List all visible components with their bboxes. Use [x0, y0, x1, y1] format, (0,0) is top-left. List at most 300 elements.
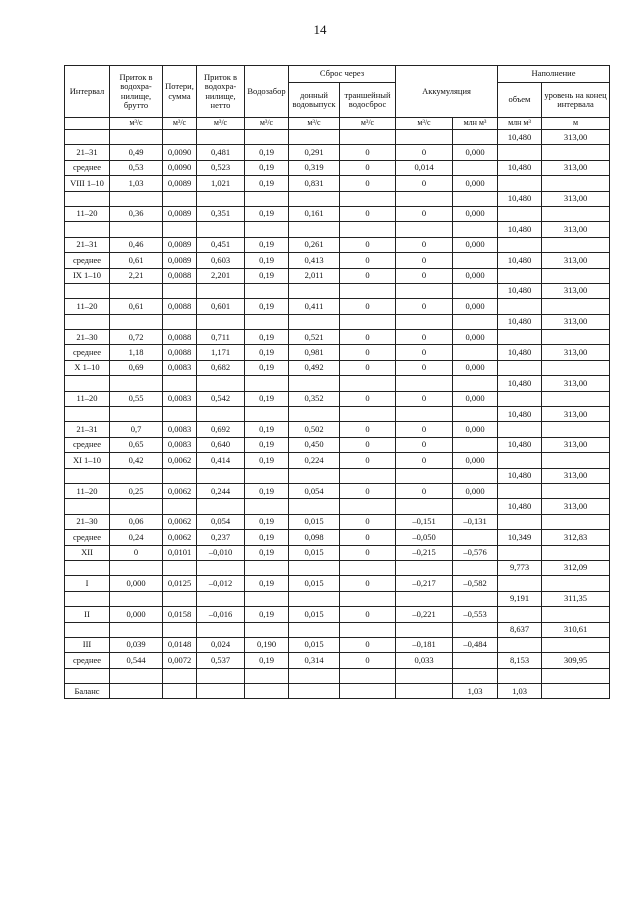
value-cell: 0,000 — [453, 237, 498, 252]
value-cell — [542, 607, 610, 622]
header-inflow-net: Приток в водохра-нилище, нетто — [197, 66, 245, 118]
value-cell — [498, 422, 542, 437]
unit-cell: млн м³ — [453, 118, 498, 130]
value-cell — [340, 591, 396, 606]
interval-cell — [65, 130, 110, 145]
value-cell — [396, 684, 453, 699]
header-losses: Потери, сумма — [163, 66, 197, 118]
table-row — [65, 130, 610, 145]
value-cell — [245, 376, 289, 391]
value-cell: 0,024 — [197, 637, 245, 652]
value-cell: 0,0089 — [163, 253, 197, 268]
value-cell — [453, 345, 498, 360]
value-cell — [453, 376, 498, 391]
value-cell — [542, 299, 610, 314]
value-cell — [110, 622, 163, 637]
value-cell — [289, 407, 340, 422]
value-cell: 311,35 — [542, 591, 610, 606]
value-cell — [163, 222, 197, 237]
value-cell: 0,544 — [110, 653, 163, 668]
value-cell: 0,352 — [289, 391, 340, 406]
value-cell: 1,03 — [110, 176, 163, 191]
value-cell — [453, 560, 498, 575]
value-cell — [542, 576, 610, 591]
interval-cell — [65, 468, 110, 483]
interval-cell: 11–20 — [65, 299, 110, 314]
value-cell — [453, 653, 498, 668]
value-cell: 312,09 — [542, 560, 610, 575]
value-cell: 0,015 — [289, 607, 340, 622]
value-cell — [542, 545, 610, 560]
header-volume: объем — [498, 83, 542, 118]
table-row — [65, 437, 610, 452]
value-cell: 8,153 — [498, 653, 542, 668]
value-cell: 0 — [340, 176, 396, 191]
value-cell — [197, 591, 245, 606]
value-cell — [453, 530, 498, 545]
table-row — [65, 376, 610, 391]
interval-cell: XI 1–10 — [65, 453, 110, 468]
table-row — [65, 530, 610, 545]
table-row — [65, 283, 610, 298]
value-cell: 0,19 — [245, 160, 289, 175]
value-cell — [163, 376, 197, 391]
table-row — [65, 545, 610, 560]
value-cell: 0,19 — [245, 437, 289, 452]
table-row — [65, 514, 610, 529]
value-cell: 0 — [340, 530, 396, 545]
value-cell: 0,523 — [197, 160, 245, 175]
value-cell: 0,19 — [245, 514, 289, 529]
value-cell: 0 — [396, 422, 453, 437]
value-cell: 0,19 — [245, 253, 289, 268]
value-cell: 0,19 — [245, 145, 289, 160]
value-cell: 0,72 — [110, 330, 163, 345]
value-cell: 0,640 — [197, 437, 245, 452]
value-cell: 10,349 — [498, 530, 542, 545]
value-cell: 0 — [396, 391, 453, 406]
interval-cell: 21–30 — [65, 514, 110, 529]
value-cell: 313,00 — [542, 253, 610, 268]
value-cell: 0,261 — [289, 237, 340, 252]
value-cell: 0,000 — [453, 206, 498, 221]
value-cell: 0,237 — [197, 530, 245, 545]
value-cell — [197, 191, 245, 206]
value-cell: 0,000 — [453, 268, 498, 283]
value-cell: 0,0101 — [163, 545, 197, 560]
value-cell: 10,480 — [498, 191, 542, 206]
value-cell: 0 — [340, 483, 396, 498]
value-cell: 0,831 — [289, 176, 340, 191]
value-cell — [110, 499, 163, 514]
value-cell — [245, 468, 289, 483]
interval-cell: I — [65, 576, 110, 591]
table-row — [65, 668, 610, 683]
value-cell: 0,682 — [197, 360, 245, 375]
interval-cell: среднее — [65, 437, 110, 452]
value-cell: 0,19 — [245, 268, 289, 283]
value-cell: 0,19 — [245, 545, 289, 560]
value-cell: 0,161 — [289, 206, 340, 221]
value-cell: 313,00 — [542, 191, 610, 206]
value-cell: 0,000 — [453, 360, 498, 375]
value-cell: 0,414 — [197, 453, 245, 468]
value-cell — [197, 668, 245, 683]
table-row — [65, 314, 610, 329]
value-cell: 10,480 — [498, 499, 542, 514]
value-cell: –0,217 — [396, 576, 453, 591]
interval-cell — [65, 314, 110, 329]
value-cell — [163, 560, 197, 575]
interval-cell: среднее — [65, 253, 110, 268]
value-cell: 313,00 — [542, 130, 610, 145]
value-cell — [289, 283, 340, 298]
value-cell: 0 — [340, 545, 396, 560]
value-cell: 0,7 — [110, 422, 163, 437]
value-cell — [396, 591, 453, 606]
value-cell — [163, 591, 197, 606]
value-cell: 0,015 — [289, 545, 340, 560]
value-cell — [396, 407, 453, 422]
value-cell: 0,19 — [245, 330, 289, 345]
header-bottom-outlet: донный водовыпуск — [289, 83, 340, 118]
value-cell — [289, 468, 340, 483]
value-cell: 0,981 — [289, 345, 340, 360]
value-cell: 2,21 — [110, 268, 163, 283]
value-cell: 0 — [396, 253, 453, 268]
table-row — [65, 560, 610, 575]
unit-cell: млн м³ — [498, 118, 542, 130]
header-discharge-through: Сброс через — [289, 66, 396, 83]
value-cell — [498, 360, 542, 375]
value-cell: 0,000 — [453, 145, 498, 160]
value-cell — [396, 560, 453, 575]
value-cell: 0,19 — [245, 345, 289, 360]
value-cell — [542, 360, 610, 375]
value-cell: 313,00 — [542, 407, 610, 422]
value-cell: –0,576 — [453, 545, 498, 560]
value-cell — [197, 130, 245, 145]
value-cell: 0,19 — [245, 453, 289, 468]
value-cell — [396, 668, 453, 683]
value-cell: 309,95 — [542, 653, 610, 668]
value-cell — [110, 684, 163, 699]
value-cell: 0,054 — [289, 483, 340, 498]
value-cell — [542, 176, 610, 191]
value-cell — [453, 668, 498, 683]
value-cell — [340, 407, 396, 422]
value-cell — [197, 499, 245, 514]
value-cell: 10,480 — [498, 437, 542, 452]
value-cell: 0,692 — [197, 422, 245, 437]
value-cell: 310,61 — [542, 622, 610, 637]
value-cell: 0 — [396, 437, 453, 452]
value-cell: 313,00 — [542, 283, 610, 298]
value-cell — [340, 376, 396, 391]
value-cell: 0,603 — [197, 253, 245, 268]
value-cell — [498, 668, 542, 683]
value-cell: –0,012 — [197, 576, 245, 591]
value-cell: 10,480 — [498, 345, 542, 360]
value-cell — [197, 222, 245, 237]
value-cell: 10,480 — [498, 407, 542, 422]
value-cell: 0 — [396, 268, 453, 283]
value-cell — [498, 545, 542, 560]
value-cell — [453, 468, 498, 483]
value-cell: 0,25 — [110, 483, 163, 498]
value-cell: 0,502 — [289, 422, 340, 437]
table-row — [65, 268, 610, 283]
value-cell: 1,18 — [110, 345, 163, 360]
value-cell: 0,450 — [289, 437, 340, 452]
value-cell: 0 — [396, 206, 453, 221]
water-balance-table-container — [64, 65, 609, 699]
value-cell — [542, 206, 610, 221]
value-cell: 10,480 — [498, 253, 542, 268]
value-cell: 0,314 — [289, 653, 340, 668]
value-cell — [163, 407, 197, 422]
interval-cell: VIII 1–10 — [65, 176, 110, 191]
value-cell — [245, 499, 289, 514]
value-cell — [340, 283, 396, 298]
value-cell: 0,0089 — [163, 237, 197, 252]
value-cell: 0 — [340, 653, 396, 668]
value-cell: 0,319 — [289, 160, 340, 175]
value-cell — [163, 314, 197, 329]
value-cell — [396, 622, 453, 637]
table-row — [65, 607, 610, 622]
value-cell: 0 — [396, 145, 453, 160]
table-row — [65, 145, 610, 160]
value-cell: 0,19 — [245, 299, 289, 314]
value-cell: 0,19 — [245, 176, 289, 191]
value-cell — [542, 330, 610, 345]
value-cell: 0,0125 — [163, 576, 197, 591]
table-row — [65, 591, 610, 606]
value-cell: 2,201 — [197, 268, 245, 283]
value-cell — [289, 222, 340, 237]
value-cell: 0,0062 — [163, 453, 197, 468]
value-cell — [163, 468, 197, 483]
value-cell — [542, 684, 610, 699]
unit-cell: м³/с — [110, 118, 163, 130]
interval-cell: 21–31 — [65, 237, 110, 252]
value-cell: 0,000 — [110, 607, 163, 622]
value-cell — [289, 668, 340, 683]
table-row — [65, 453, 610, 468]
value-cell: 313,00 — [542, 376, 610, 391]
value-cell: 0 — [396, 299, 453, 314]
value-cell: 0 — [396, 330, 453, 345]
unit-cell: м³/с — [396, 118, 453, 130]
value-cell — [453, 253, 498, 268]
interval-cell: 21–31 — [65, 422, 110, 437]
unit-cell: м³/с — [289, 118, 340, 130]
value-cell — [340, 499, 396, 514]
value-cell — [498, 483, 542, 498]
value-cell: 0,000 — [110, 576, 163, 591]
value-cell — [197, 376, 245, 391]
header-accumulation: Аккумуляция — [396, 66, 498, 118]
value-cell: 0 — [396, 360, 453, 375]
value-cell: 0 — [340, 391, 396, 406]
value-cell: 313,00 — [542, 345, 610, 360]
value-cell — [396, 222, 453, 237]
interval-cell: X 1–10 — [65, 360, 110, 375]
value-cell: 0,46 — [110, 237, 163, 252]
interval-cell — [65, 283, 110, 298]
unit-cell: м — [542, 118, 610, 130]
value-cell — [396, 130, 453, 145]
value-cell — [197, 283, 245, 298]
interval-cell — [65, 668, 110, 683]
value-cell: 0,0062 — [163, 530, 197, 545]
value-cell — [245, 560, 289, 575]
table-row — [65, 299, 610, 314]
value-cell: 0 — [340, 576, 396, 591]
value-cell: 0,0072 — [163, 653, 197, 668]
value-cell — [542, 453, 610, 468]
value-cell: 0 — [340, 437, 396, 452]
value-cell: 0,000 — [453, 330, 498, 345]
value-cell — [340, 191, 396, 206]
value-cell: 1,171 — [197, 345, 245, 360]
value-cell: –0,484 — [453, 637, 498, 652]
value-cell — [245, 668, 289, 683]
value-cell — [453, 283, 498, 298]
value-cell — [498, 268, 542, 283]
value-cell: 0,0089 — [163, 176, 197, 191]
value-cell: 313,00 — [542, 314, 610, 329]
value-cell — [110, 591, 163, 606]
value-cell: 0,0062 — [163, 483, 197, 498]
value-cell — [453, 314, 498, 329]
value-cell — [340, 130, 396, 145]
value-cell: 0,0088 — [163, 345, 197, 360]
value-cell — [197, 407, 245, 422]
value-cell: 10,480 — [498, 283, 542, 298]
value-cell: 0,61 — [110, 299, 163, 314]
value-cell: 10,480 — [498, 160, 542, 175]
table-row — [65, 253, 610, 268]
value-cell: 0,0088 — [163, 299, 197, 314]
value-cell — [245, 283, 289, 298]
value-cell: 0,411 — [289, 299, 340, 314]
value-cell: –0,582 — [453, 576, 498, 591]
table-row — [65, 622, 610, 637]
value-cell — [197, 468, 245, 483]
value-cell — [542, 637, 610, 652]
value-cell: 0,413 — [289, 253, 340, 268]
header-interval: Интервал — [65, 66, 110, 118]
value-cell — [542, 391, 610, 406]
value-cell: 0,098 — [289, 530, 340, 545]
value-cell — [289, 191, 340, 206]
table-row — [65, 653, 610, 668]
value-cell: 0 — [396, 176, 453, 191]
value-cell: 0,0088 — [163, 330, 197, 345]
unit-cell-blank — [65, 118, 110, 130]
value-cell: 8,637 — [498, 622, 542, 637]
value-cell: 0,19 — [245, 530, 289, 545]
value-cell — [163, 130, 197, 145]
value-cell — [245, 591, 289, 606]
value-cell — [542, 268, 610, 283]
value-cell: 313,00 — [542, 222, 610, 237]
value-cell — [289, 130, 340, 145]
value-cell — [453, 191, 498, 206]
value-cell: 0,492 — [289, 360, 340, 375]
value-cell: 0,69 — [110, 360, 163, 375]
table-row — [65, 345, 610, 360]
value-cell: 0,0062 — [163, 514, 197, 529]
value-cell — [289, 684, 340, 699]
value-cell — [453, 591, 498, 606]
value-cell: 0,0083 — [163, 422, 197, 437]
units-row — [65, 118, 610, 130]
value-cell — [542, 514, 610, 529]
table-row — [65, 206, 610, 221]
interval-cell: среднее — [65, 653, 110, 668]
unit-cell: м³/с — [163, 118, 197, 130]
value-cell — [453, 499, 498, 514]
page-number: 14 — [313, 22, 327, 37]
value-cell: 0 — [340, 360, 396, 375]
value-cell: 0 — [340, 299, 396, 314]
interval-cell: 11–20 — [65, 483, 110, 498]
value-cell: 0,06 — [110, 514, 163, 529]
value-cell: –0,010 — [197, 545, 245, 560]
value-cell — [340, 684, 396, 699]
value-cell — [498, 514, 542, 529]
value-cell: 312,83 — [542, 530, 610, 545]
table-row — [65, 422, 610, 437]
value-cell: 0,36 — [110, 206, 163, 221]
table-row — [65, 576, 610, 591]
value-cell — [340, 560, 396, 575]
table-row — [65, 160, 610, 175]
table-row — [65, 237, 610, 252]
value-cell — [289, 622, 340, 637]
value-cell: 0 — [340, 160, 396, 175]
value-cell — [542, 422, 610, 437]
value-cell — [245, 314, 289, 329]
value-cell — [498, 391, 542, 406]
value-cell — [110, 668, 163, 683]
value-cell: 0,19 — [245, 237, 289, 252]
value-cell — [289, 560, 340, 575]
value-cell: 1,03 — [453, 684, 498, 699]
value-cell — [245, 684, 289, 699]
value-cell: 0,0148 — [163, 637, 197, 652]
value-cell: 313,00 — [542, 437, 610, 452]
table-row — [65, 483, 610, 498]
value-cell: –0,131 — [453, 514, 498, 529]
interval-cell: 21–31 — [65, 145, 110, 160]
value-cell: 0 — [340, 345, 396, 360]
value-cell: 0,244 — [197, 483, 245, 498]
value-cell: 10,480 — [498, 376, 542, 391]
value-cell — [197, 684, 245, 699]
value-cell: 0,033 — [396, 653, 453, 668]
value-cell — [289, 314, 340, 329]
value-cell — [110, 314, 163, 329]
value-cell: 0,61 — [110, 253, 163, 268]
value-cell — [453, 622, 498, 637]
interval-cell — [65, 560, 110, 575]
interval-cell: Баланс — [65, 684, 110, 699]
value-cell: 313,00 — [542, 160, 610, 175]
